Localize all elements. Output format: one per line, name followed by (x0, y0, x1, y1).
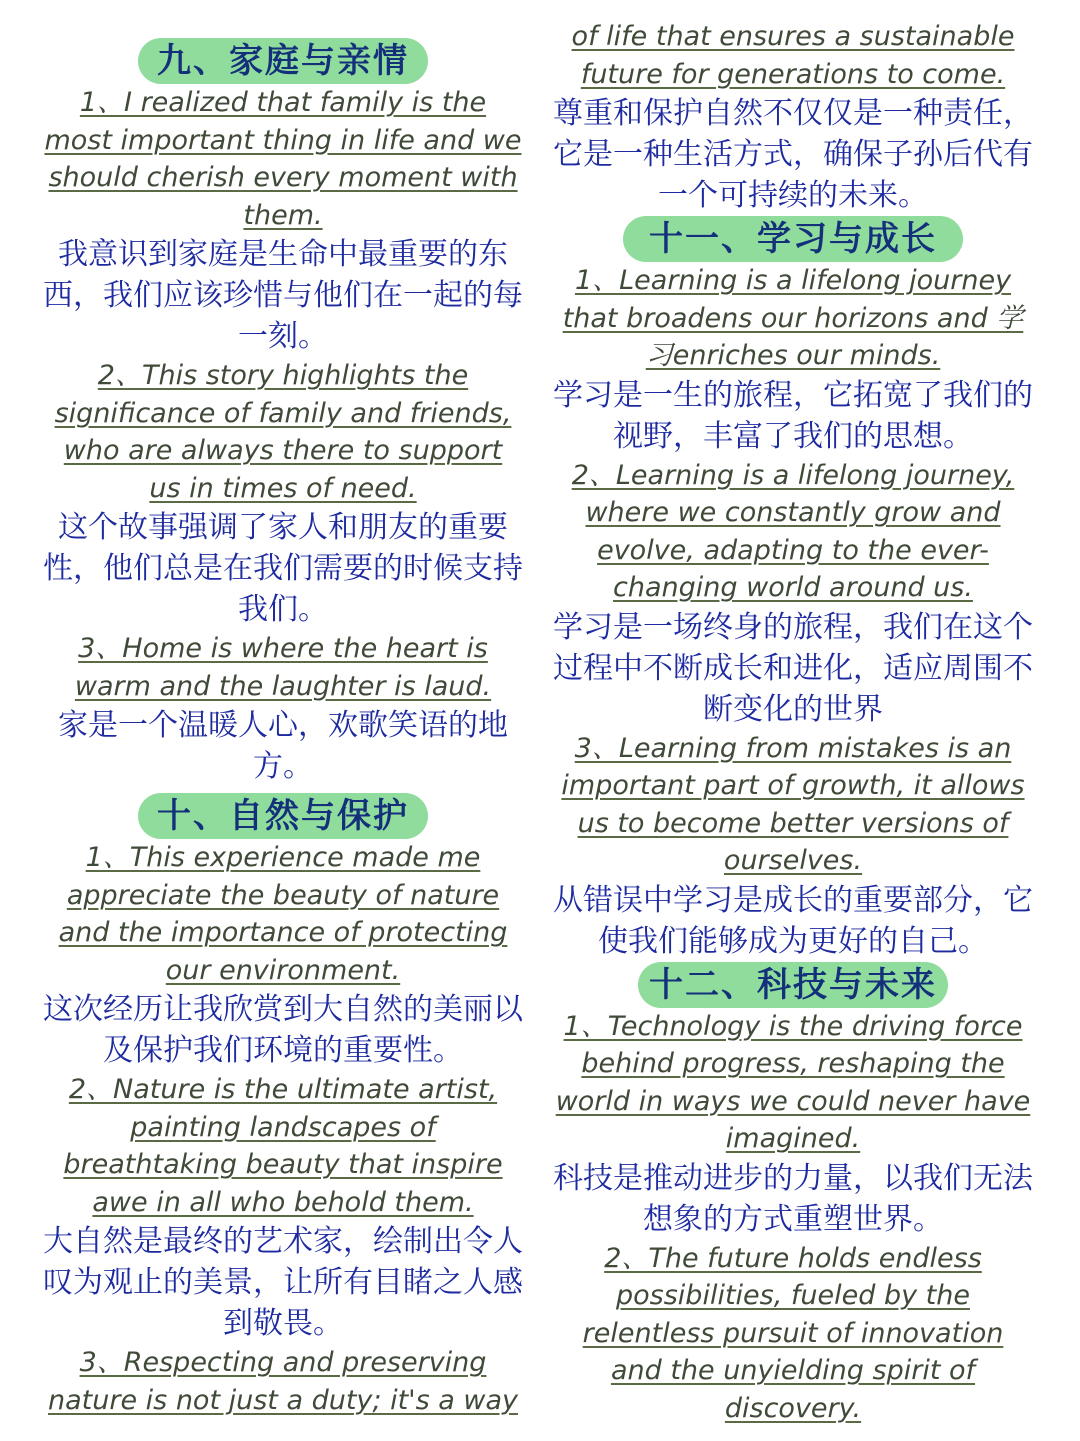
english-sentence: of life that ensures a sustainable future for generations to come. (571, 21, 1015, 90)
section-heading-nature: 十、自然与保护 (138, 793, 428, 839)
right-column (548, 0, 1038, 1427)
english-sentence: 1、I realized that family is the most important thing in life and we should cherish every moment with them. (44, 87, 522, 231)
chinese-translation: 学习是一场终身的旅程，我们在这个过程中不断成长和进化，适应周围不断变化的世界 (553, 609, 1033, 727)
english-sentence: 2、Nature is the ultimate artist, painting landscapes of breathtaking beauty that inspire awe in all who behold them. (63, 1074, 503, 1218)
chinese-translation: 我意识到家庭是生命中最重要的东西，我们应该珍惜与他们在一起的每一刻。 (43, 237, 523, 354)
english-sentence: 2、The future holds endless possibilities, fueled by the relentless pursuit of innovation and the unyielding spirit of discovery. (582, 1242, 1004, 1424)
chinese-translation: 大自然是最终的艺术家，绘制出令人叹为观止的美景，让所有目睹之人感到敬畏。 (43, 1224, 523, 1341)
section-heading-family: 九、家庭与亲情 (138, 38, 428, 84)
english-sentence: 1、Learning is a lifelong journey that broadens our horizons and 学习enriches our minds. (562, 265, 1024, 371)
chinese-translation: 家是一个温暖人心，欢歌笑语的地方。 (58, 708, 508, 784)
english-sentence: 3、Learning from mistakes is an important part of growth, it allows us to become better versions of ourselves. (561, 732, 1025, 876)
chinese-translation: 从错误中学习是成长的重要部分，它使我们能够成为更好的自己。 (553, 882, 1033, 959)
english-sentence: 3、Respecting and preserving nature is not just a duty; it's a way (48, 1347, 518, 1416)
chinese-translation: 这次经历让我欣赏到大自然的美丽以及保护我们环境的重要性。 (43, 992, 523, 1068)
chinese-translation: 这个故事强调了家人和朋友的重要性，他们总是在我们需要的时候支持我们。 (43, 510, 523, 627)
english-sentence: 1、This experience made me appreciate the beauty of nature and the importance of protecting our environment. (58, 842, 508, 986)
english-sentence: 2、This story highlights the significance of family and friends, who are always there to support us in times of need. (54, 360, 512, 504)
chinese-translation: 尊重和保护自然不仅仅是一种责任，它是一种生活方式，确保子孙后代有一个可持续的未来。 (553, 96, 1033, 213)
chinese-translation: 科技是推动进步的力量，以我们无法想象的方式重塑世界。 (553, 1160, 1033, 1237)
english-sentence: 1、Technology is the driving force behind progress, reshaping the world in ways we could never have imagined. (555, 1010, 1031, 1154)
left-column (38, 0, 528, 1419)
english-sentence: 3、Home is where the heart is warm and the laughter is laud. (74, 633, 492, 702)
english-sentence: 2、Learning is a lifelong journey, where we constantly grow and evolve, adapting to the ever-changing world around us. (571, 459, 1015, 603)
chinese-translation: 学习是一生的旅程，它拓宽了我们的视野，丰富了我们的思想。 (553, 377, 1033, 454)
section-heading-learning: 十一、学习与成长 (623, 216, 963, 262)
section-heading-technology: 十二、科技与未来 (638, 962, 948, 1008)
